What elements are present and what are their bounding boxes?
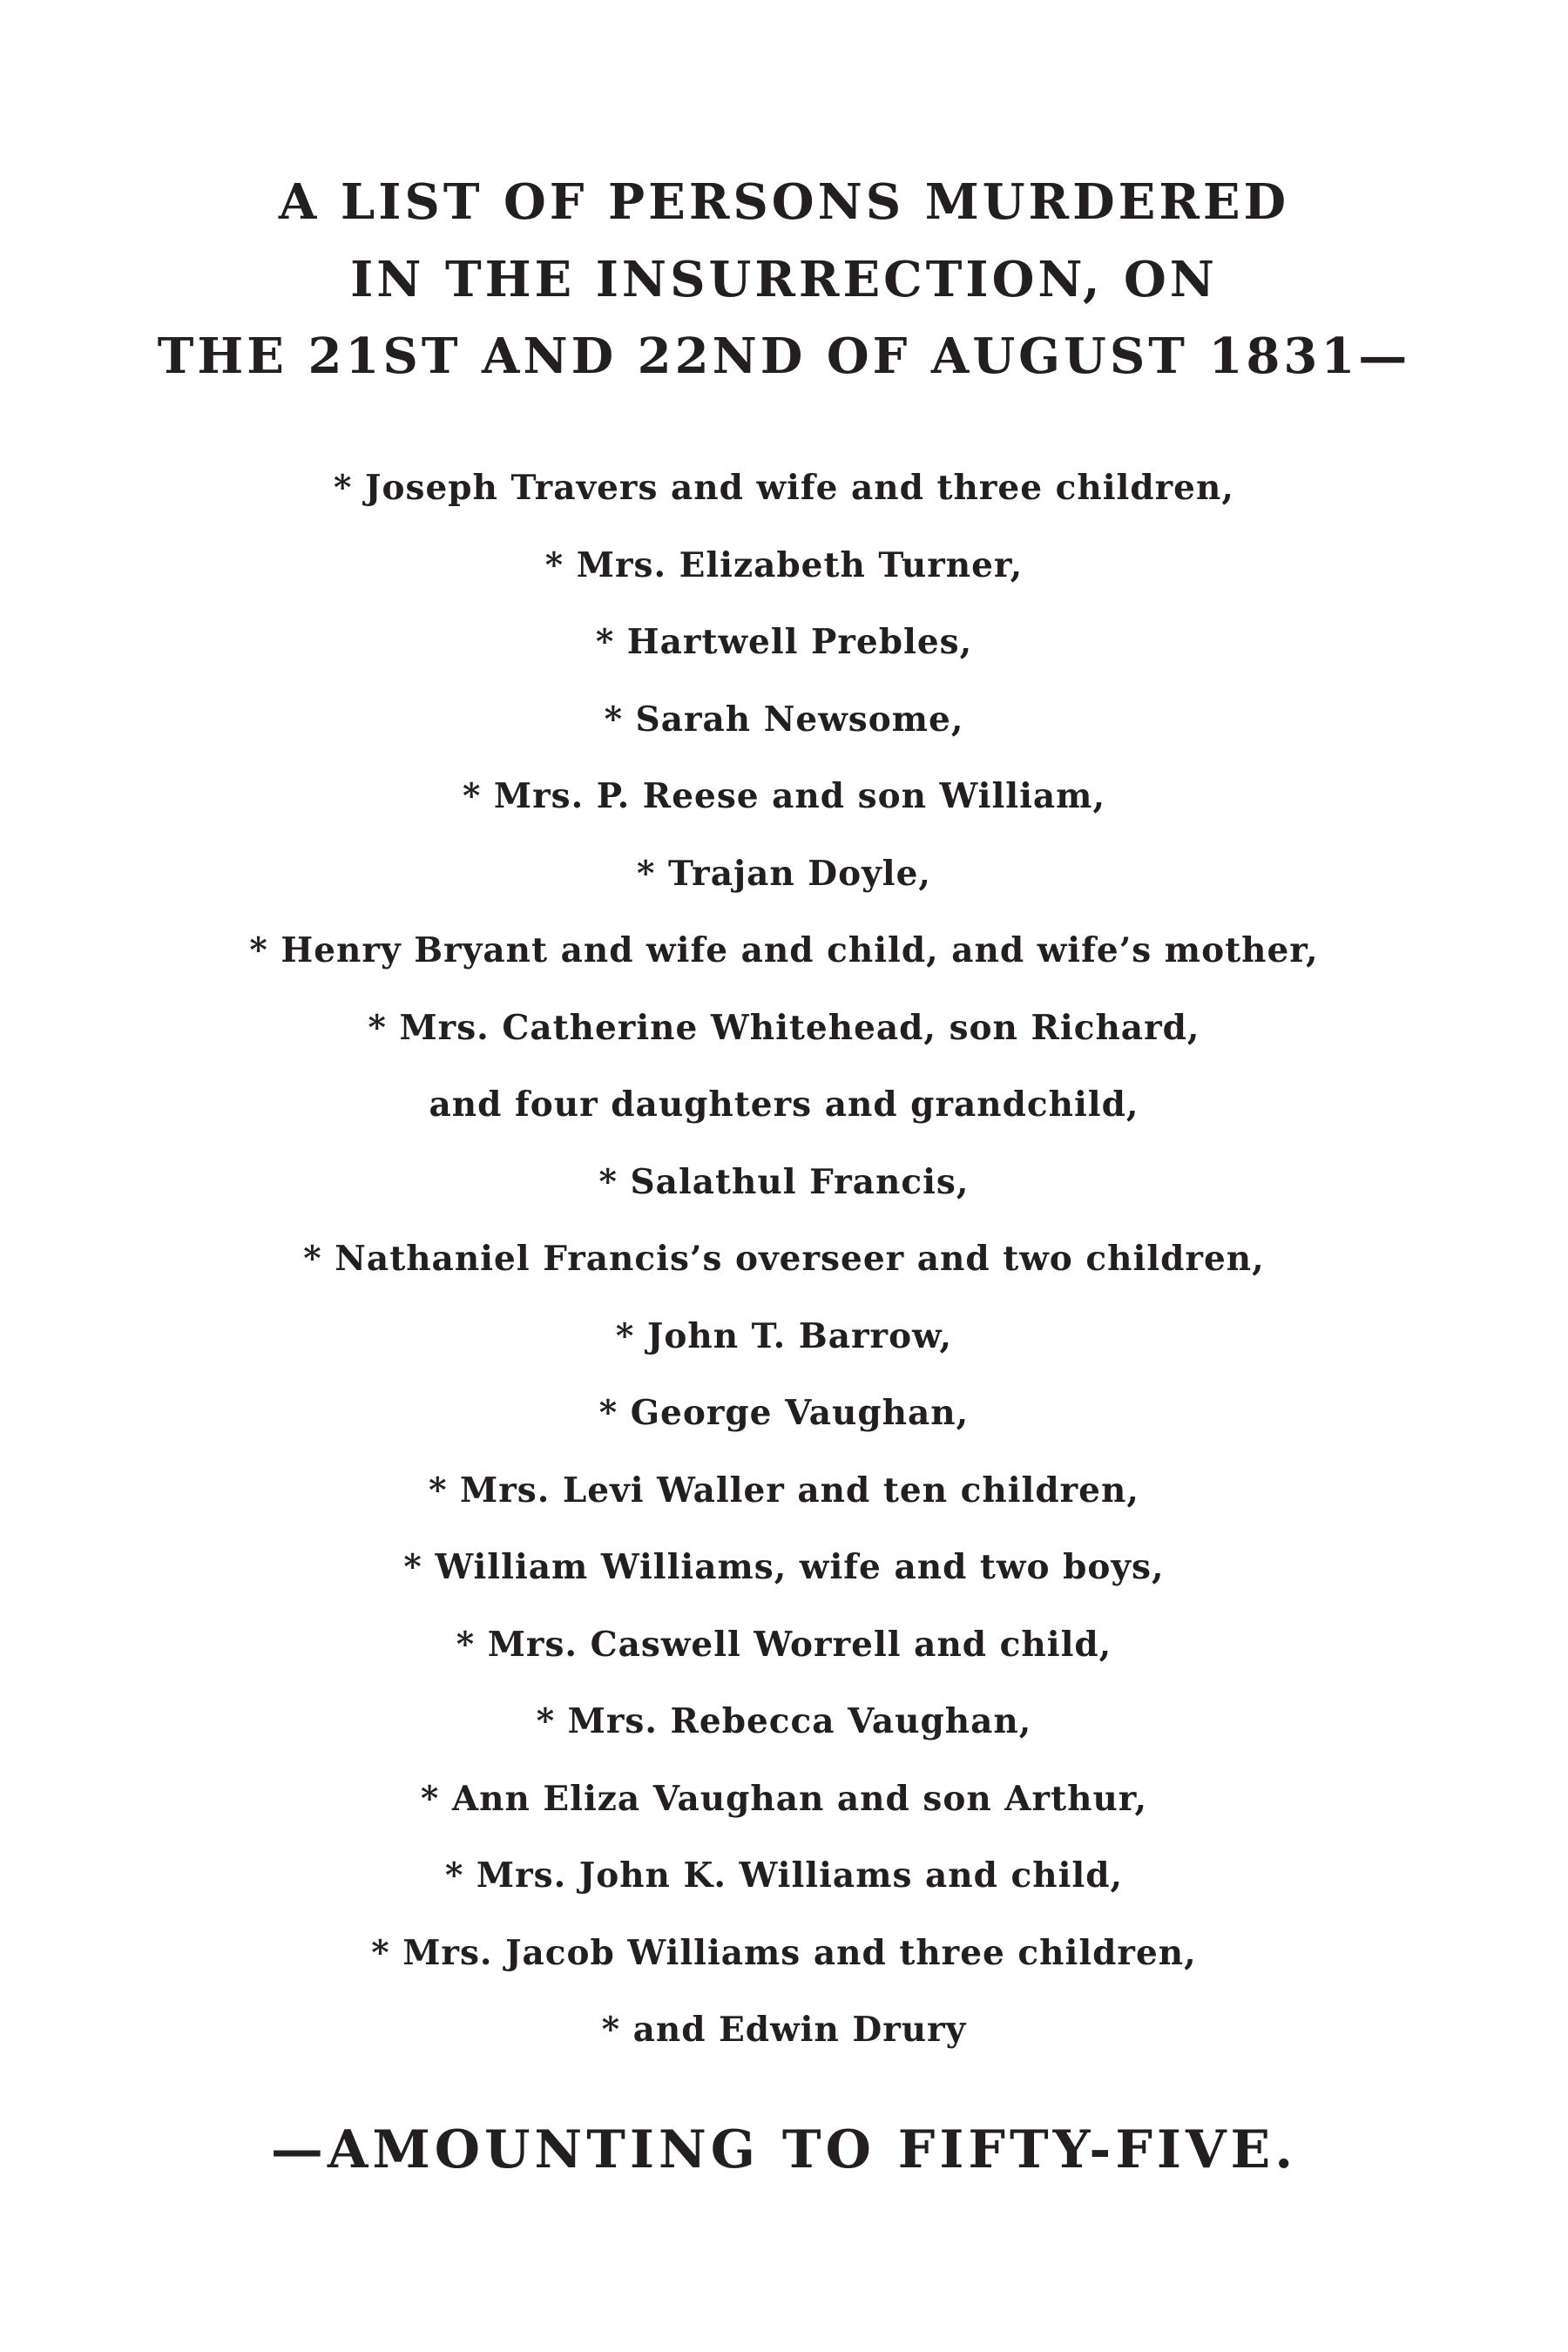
victim-entry: * Hartwell Prebles, (595, 622, 973, 662)
victim-list (0, 467, 1568, 2086)
victim-entry: * Salathul Francis, (598, 1161, 970, 1202)
victim-entry: * Mrs. Levi Waller and ten children, (429, 1470, 1139, 1511)
victim-entry: * Joseph Travers and wife and three children, (334, 468, 1234, 508)
victim-entry: * Ann Eliza Vaughan and son Arthur, (420, 1778, 1148, 1819)
title-line-2: IN THE INSURRECTION, ON (350, 251, 1218, 308)
victim-entry: * George Vaughan, (598, 1393, 970, 1433)
victim-entry: * Henry Bryant and wife and child, and wife’s mother, (249, 930, 1319, 970)
victim-entry: * John T. Barrow, (615, 1315, 953, 1356)
title-line-1: A LIST OF PERSONS MURDERED (278, 173, 1290, 231)
victim-entry: * Mrs. P. Reese and son William, (462, 776, 1106, 816)
victim-entry: * Mrs. Jacob Williams and three children, (371, 1932, 1197, 1973)
victim-entry: * Mrs. John K. Williams and child, (444, 1855, 1124, 1896)
victim-entry: * and Edwin Drury (601, 2010, 967, 2050)
victim-entry: * Mrs. Caswell Worrell and child, (456, 1624, 1112, 1665)
victim-entry: * Mrs. Elizabeth Turner, (544, 544, 1024, 585)
victim-entry: * William Williams, wife and two boys, (403, 1547, 1165, 1587)
victim-entry-continuation: and four daughters and grandchild, (429, 1085, 1139, 1125)
victim-entry: * Mrs. Rebecca Vaughan, (536, 1701, 1032, 1741)
victim-entry: * Mrs. Catherine Whitehead, son Richard, (368, 1007, 1200, 1048)
victim-entry: * Sarah Newsome, (604, 699, 964, 740)
victim-entry: * Nathaniel Francis’s overseer and two children, (303, 1239, 1265, 1279)
victim-entry: * Trajan Doyle, (637, 853, 931, 894)
title-line-3: THE 21ST AND 22ND OF AUGUST 1831— (157, 328, 1411, 385)
total-summary: —AMOUNTING TO FIFTY-FIVE. (270, 2119, 1298, 2180)
